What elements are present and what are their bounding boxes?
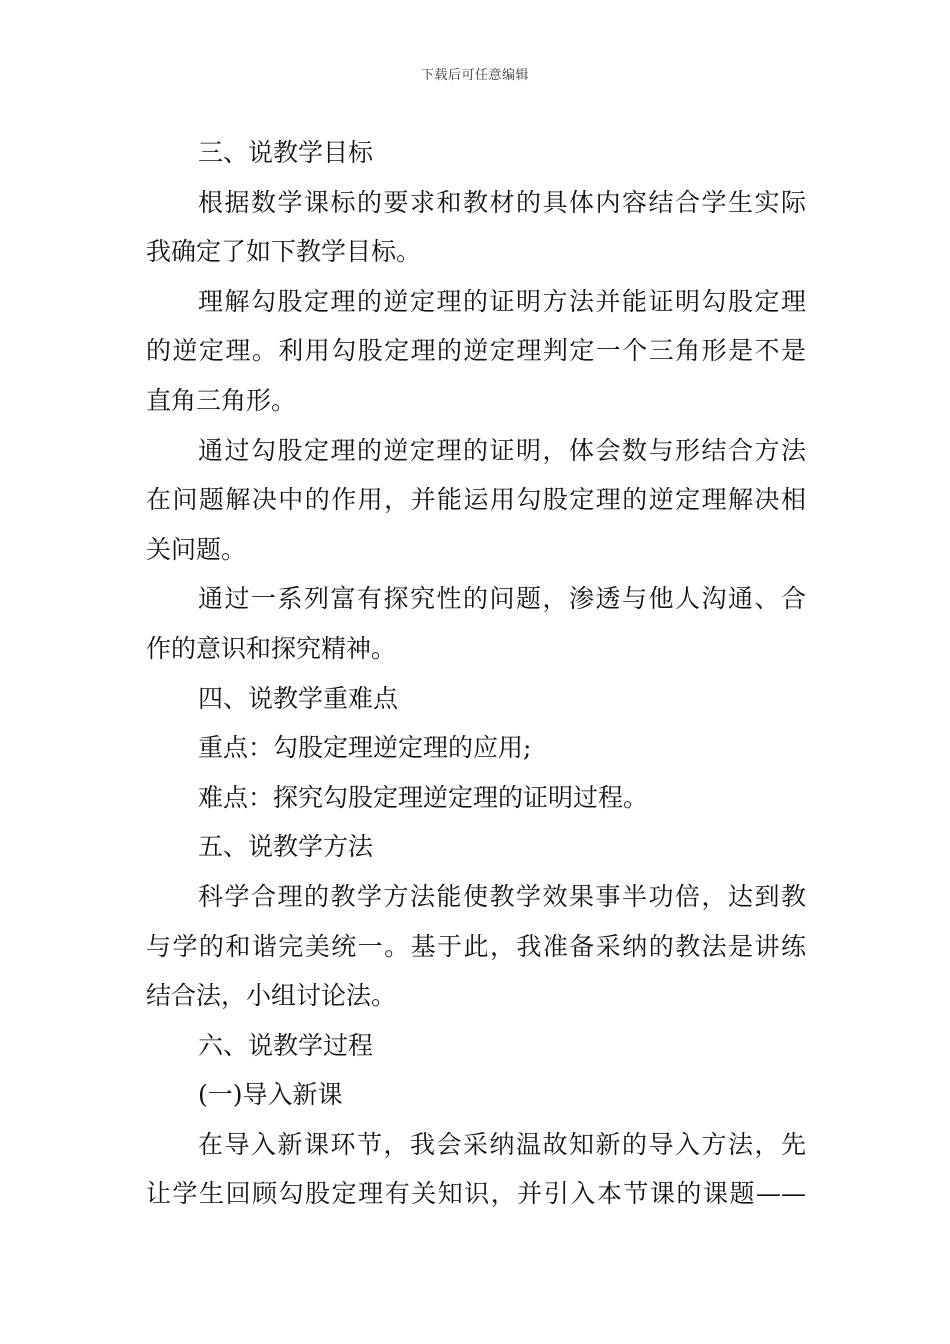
section-heading-methods: 五、说教学方法 — [198, 832, 374, 862]
subsection-heading: (一)导入新课 — [198, 1080, 343, 1110]
section-heading-objectives: 三、说教学目标 — [198, 138, 374, 167]
paragraph-line: 在导入新课环节，我会采纳温故知新的导入方法，先 — [198, 1129, 806, 1159]
paragraph-line: 理解勾股定理的逆定理的证明方法并能证明勾股定理 — [198, 286, 806, 316]
paragraph-line: 在问题解决中的作用，并能运用勾股定理的逆定理解决相 — [146, 485, 806, 515]
paragraph-line: 的逆定理。利用勾股定理的逆定理判定一个三角形是不是 — [146, 336, 806, 366]
paragraph-line: 通过勾股定理的逆定理的证明，体会数与形结合方法 — [198, 435, 806, 465]
paragraph-line: 重点：勾股定理逆定理的应用; — [198, 733, 532, 763]
section-heading-key-points: 四、说教学重难点 — [198, 683, 399, 713]
paragraph-line: 与学的和谐完美统一。基于此，我准备采纳的教法是讲练 — [146, 931, 806, 961]
paragraph-line: 我确定了如下教学目标。 — [146, 237, 422, 267]
paragraph-line: 科学合理的教学方法能使教学效果事半功倍，达到教 — [198, 881, 806, 911]
paragraph-line: 直角三角形。 — [146, 385, 297, 415]
paragraph-line: 难点：探究勾股定理逆定理的证明过程。 — [198, 782, 649, 812]
paragraph-line: 通过一系列富有探究性的问题，渗透与他人沟通、合 — [198, 584, 806, 614]
paragraph-line: 关问题。 — [146, 534, 247, 564]
section-heading-process: 六、说教学过程 — [198, 1030, 374, 1060]
paragraph-line: 作的意识和探究精神。 — [146, 633, 397, 663]
paragraph-line: 结合法，小组讨论法。 — [146, 981, 397, 1011]
document-body — [146, 128, 806, 1219]
paragraph-line: 让学生回顾勾股定理有关知识，并引入本节课的课题—— — [146, 1179, 806, 1209]
page-header: 下载后可任意编辑 — [420, 68, 529, 83]
paragraph-line: 根据数学课标的要求和教材的具体内容结合学生实际 — [198, 187, 806, 217]
